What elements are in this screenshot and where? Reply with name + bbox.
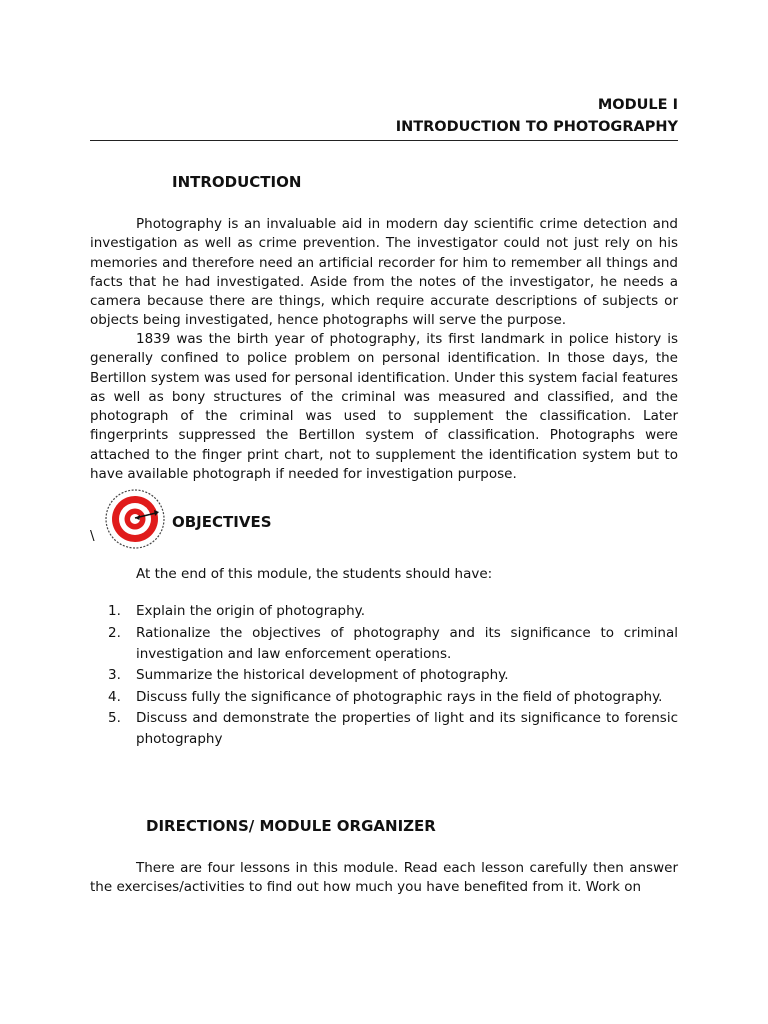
- list-item-text: Explain the origin of photography.: [136, 603, 365, 619]
- list-item-number: 3.: [108, 667, 121, 684]
- list-item: [108, 601, 678, 622]
- introduction-paragraph-2: 1839 was the birth year of photography, its first landmark in police history is generally confined to police problem on personal identification. In those days, the Bertillon system was used for personal identification. Under this system facial features as well as bony structures of the criminal was measured and classified, and the photograph of the criminal was used to supplement the classification. Later fingerprints suppressed the Bertillon system of classification. Photographs were attached to the finger print chart, not to supplement the identification system but to have available photograph if needed for investigation purpose.: [90, 331, 678, 483]
- list-item-text: Discuss and demonstrate the properties of light and its significance to forensic photography: [136, 710, 678, 748]
- module-label: MODULE I: [597, 97, 678, 113]
- list-item-number: 5.: [108, 710, 121, 727]
- list-item-text: Discuss fully the significance of photographic rays in the field of photography.: [136, 688, 663, 705]
- target-icon: [104, 488, 166, 550]
- list-item-number: 4.: [108, 688, 121, 705]
- module-title: INTRODUCTION TO PHOTOGRAPHY: [395, 119, 678, 135]
- directions-heading: DIRECTIONS/ MODULE ORGANIZER: [146, 817, 436, 835]
- list-item-text: Rationalize the objectives of photography and its significance to criminal investigation and law enforcement operations.: [136, 624, 678, 662]
- introduction-paragraph-1: Photography is an invaluable aid in modern day scientific crime detection and investigation as well as crime prevention. The investigator could not just rely on his memories and therefore need an artificial recorder for him to remember all things and facts that he had investigated. Aside from the notes of the investigator, he needs a camera because there are things, which require accurate descriptions of subjects or objects being investigated, hence photographs will serve the purpose.: [90, 216, 678, 329]
- objectives-intro: At the end of this module, the students should have:: [136, 566, 493, 582]
- list-item: [108, 623, 678, 665]
- list-item-number: 2.: [108, 624, 121, 641]
- objectives-heading: OBJECTIVES: [172, 513, 272, 531]
- directions-paragraph: There are four lessons in this module. Read each lesson carefully then answer the exercises/activities to find out how much you have benefited from it. Work on: [90, 860, 678, 896]
- list-item: [108, 665, 678, 686]
- header-divider: [90, 140, 678, 141]
- objectives-list: [108, 601, 678, 751]
- list-item: [108, 687, 678, 708]
- list-item-text: Summarize the historical development of photography.: [136, 667, 509, 684]
- list-item-number: 1.: [108, 603, 121, 619]
- module-header: [90, 94, 678, 138]
- list-item: [108, 708, 678, 750]
- stray-backslash: \: [90, 528, 95, 544]
- introduction-heading: INTRODUCTION: [172, 173, 302, 191]
